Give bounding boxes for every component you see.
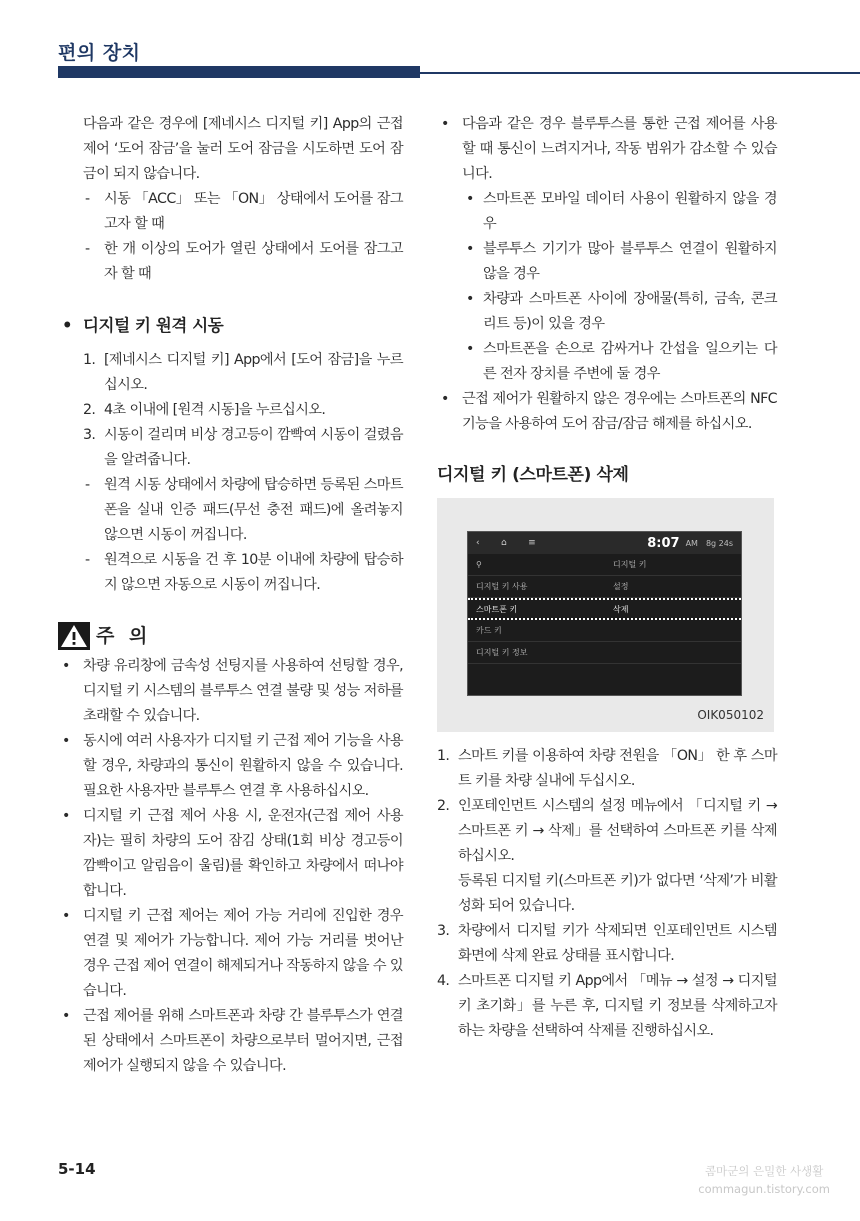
step-text: 시동이 걸리며 비상 경고등이 깜빡여 시동이 걸렸음을 알려줍니다. [104,427,403,468]
step-number: 1. [437,748,450,764]
list-item: • 블루투스 기기가 많아 블루투스 연결이 원활하지 않을 경우 [462,237,777,287]
list-item [437,869,777,919]
row-value: 삭제 [613,604,629,614]
screen-title-row [468,554,741,576]
list-item: - 시동 「ACC」 또는 「ON」 상태에서 도어를 잠그고자 할 때 [83,187,403,237]
step-number: 3. [437,923,450,939]
remote-start-dash-list [58,473,403,598]
screen-row [468,620,741,642]
step-text: 스마트폰 디지털 키 App에서 「메뉴 → 설정 → 디지털 키 초기화」를 누른 후, 디지털 키 정보를 삭제하고자 하는 차량을 선택하여 삭제를 진행하십시오. [458,973,777,1039]
list-item: - 한 개 이상의 도어가 열린 상태에서 도어를 잠그고자 할 때 [83,237,403,287]
screen-figure [437,498,774,732]
list-item: • 스마트폰을 손으로 감싸거나 간섭을 일으키는 다른 전자 장치를 주변에 둘 경우 [462,337,777,387]
step-text: 4초 이내에 [원격 시동]을 누르십시오. [104,402,326,418]
screen-clock: 8:07 [647,535,680,551]
row-label: 디지털 키 사용 [476,582,528,591]
step-text: 등록된 디지털 키(스마트폰 키)가 없다면 ‘삭제’가 비활성화 되어 있습니다. [458,873,777,914]
delete-steps [437,744,777,1044]
step-number: 4. [437,973,450,989]
screen-row [468,576,741,598]
remote-start-steps [58,348,403,473]
bluetooth-notes [437,112,777,437]
list-item: • 디지털 키 근접 제어는 제어 가능 거리에 진입한 경우 연결 및 제어가 가능합니다. 제어 가능 거리를 벗어난 경우 근접 제어 연결이 해제되거나 작동하지 않을 수 있습니다. [58,904,403,1004]
remote-start-heading: • 디지털 키 원격 시동 [58,313,403,338]
screen-title: 디지털 키 [613,560,647,569]
list-item: • 스마트폰 모바일 데이터 사용이 원활하지 않을 경우 [462,187,777,237]
list-item [83,423,403,473]
header-rule-thin [420,72,860,74]
row-value: 설정 [613,582,629,591]
figure-code: OIK050102 [697,708,764,722]
step-text: 스마트 키를 이용하여 차량 전원을 「ON」 한 후 스마트 키를 차량 실내에 두십시오. [458,748,777,789]
list-item: • 근접 제어를 위해 스마트폰과 차량 간 블루투스가 연결된 상태에서 스마트폰이 차량으로부터 멀어지면, 근접 제어가 실행되지 않을 수 있습니다. [58,1004,403,1079]
intro-paragraph: 다음과 같은 경우에 [제네시스 디지털 키] App의 근접 제어 ‘도어 잠금’을 눌러 도어 잠금을 시도하면 도어 잠금이 되지 않습니다. [83,116,403,182]
list-item: • 동시에 여러 사용자가 디지털 키 근접 제어 기능을 사용할 경우, 차량과의 통신이 원활하지 않을 수 있습니다. 필요한 사용자만 블루투스 연결 후 사용하십시오. [58,729,403,804]
step-number: 2. [83,402,96,418]
infotainment-screen [467,531,742,696]
warning-icon [58,622,90,650]
home-icon: ⌂ [501,537,507,548]
search-icon: ⚲ [476,560,482,569]
header-rule-dark [58,66,420,78]
step-text: 차량에서 디지털 키가 삭제되면 인포테인먼트 시스템 화면에 삭제 완료 상태를 표시합니다. [458,923,777,964]
menu-icon: ≡ [528,537,536,548]
list-item [83,398,403,423]
list-item: - 원격 시동 상태에서 차량에 탑승하면 등록된 스마트폰을 실내 인증 패드(무선 충전 패드)에 올려놓지 않으면 시동이 꺼집니다. [83,473,403,548]
right-column [437,112,777,1044]
caution-title: 주 의 [96,624,152,647]
left-column [58,112,403,1079]
list-item [83,348,403,398]
list-item: • 근접 제어가 원활하지 않은 경우에는 스마트폰의 NFC 기능을 사용하여 도어 잠금/잠금 해제를 하십시오. [437,387,777,437]
section-title: 편의 장치 [58,42,141,64]
list-item: - 원격으로 시동을 건 후 10분 이내에 차량에 탑승하지 않으면 자동으로 시동이 꺼집니다. [83,548,403,598]
caution-header [58,622,403,650]
screen-clock-suffix: AM [685,538,698,548]
bluetooth-dash-list [462,187,777,387]
list-item: • 차량 유리창에 금속성 선팅지를 사용하여 선팅할 경우, 디지털 키 시스템의 블루투스 연결 불량 및 성능 저하를 초래할 수 있습니다. [58,654,403,729]
step-number: 3. [83,427,96,443]
list-item: • 차량과 스마트폰 사이에 장애물(특히, 금속, 콘크리트 등)이 있을 경우 [462,287,777,337]
delete-heading: 디지털 키 (스마트폰) 삭제 [437,465,629,485]
list-item: • 디지털 키 근접 제어 사용 시, 운전자(근접 제어 사용자)는 필히 차량의 도어 잠김 상태(1회 비상 경고등이 깜빡이고 알림음이 울림)를 확인하고 차량에서 떠나야 합니다. [58,804,403,904]
row-label: 스마트폰 키 [476,604,518,614]
list-item [437,969,777,1044]
back-icon: ‹ [476,537,479,548]
watermark-line: commagun.tistory.com [698,1182,830,1196]
step-text: 인포테인먼트 시스템의 설정 메뉴에서 「디지털 키 → 스마트폰 키 → 삭제」를 선택하여 스마트폰 키를 삭제하십시오. [458,798,777,864]
watermark [698,1162,830,1198]
bullet-text: 다음과 같은 경우 블루투스를 통한 근접 제어를 사용할 때 통신이 느려지거나, 작동 범위가 감소할 수 있습니다. [462,116,777,182]
caution-list [58,654,403,1079]
row-label: 디지털 키 정보 [476,648,528,657]
list-item [437,744,777,794]
step-number: 2. [437,798,450,814]
list-item [437,919,777,969]
step-text: [제네시스 디지털 키] App에서 [도어 잠금]을 누르십시오. [104,352,403,393]
screen-top-bar [468,532,741,554]
row-label: 카드 키 [476,626,502,635]
list-item [437,794,777,869]
list-item [437,112,777,387]
screen-row-highlighted [468,598,741,620]
page-number: 5-14 [58,1160,96,1178]
screen-status: 8g 24s [705,538,733,548]
watermark-line: 콤마군의 은밀한 사생활 [704,1164,824,1178]
screen-row [468,642,741,664]
step-number: 1. [83,352,96,368]
intro-dash-list [58,187,403,287]
